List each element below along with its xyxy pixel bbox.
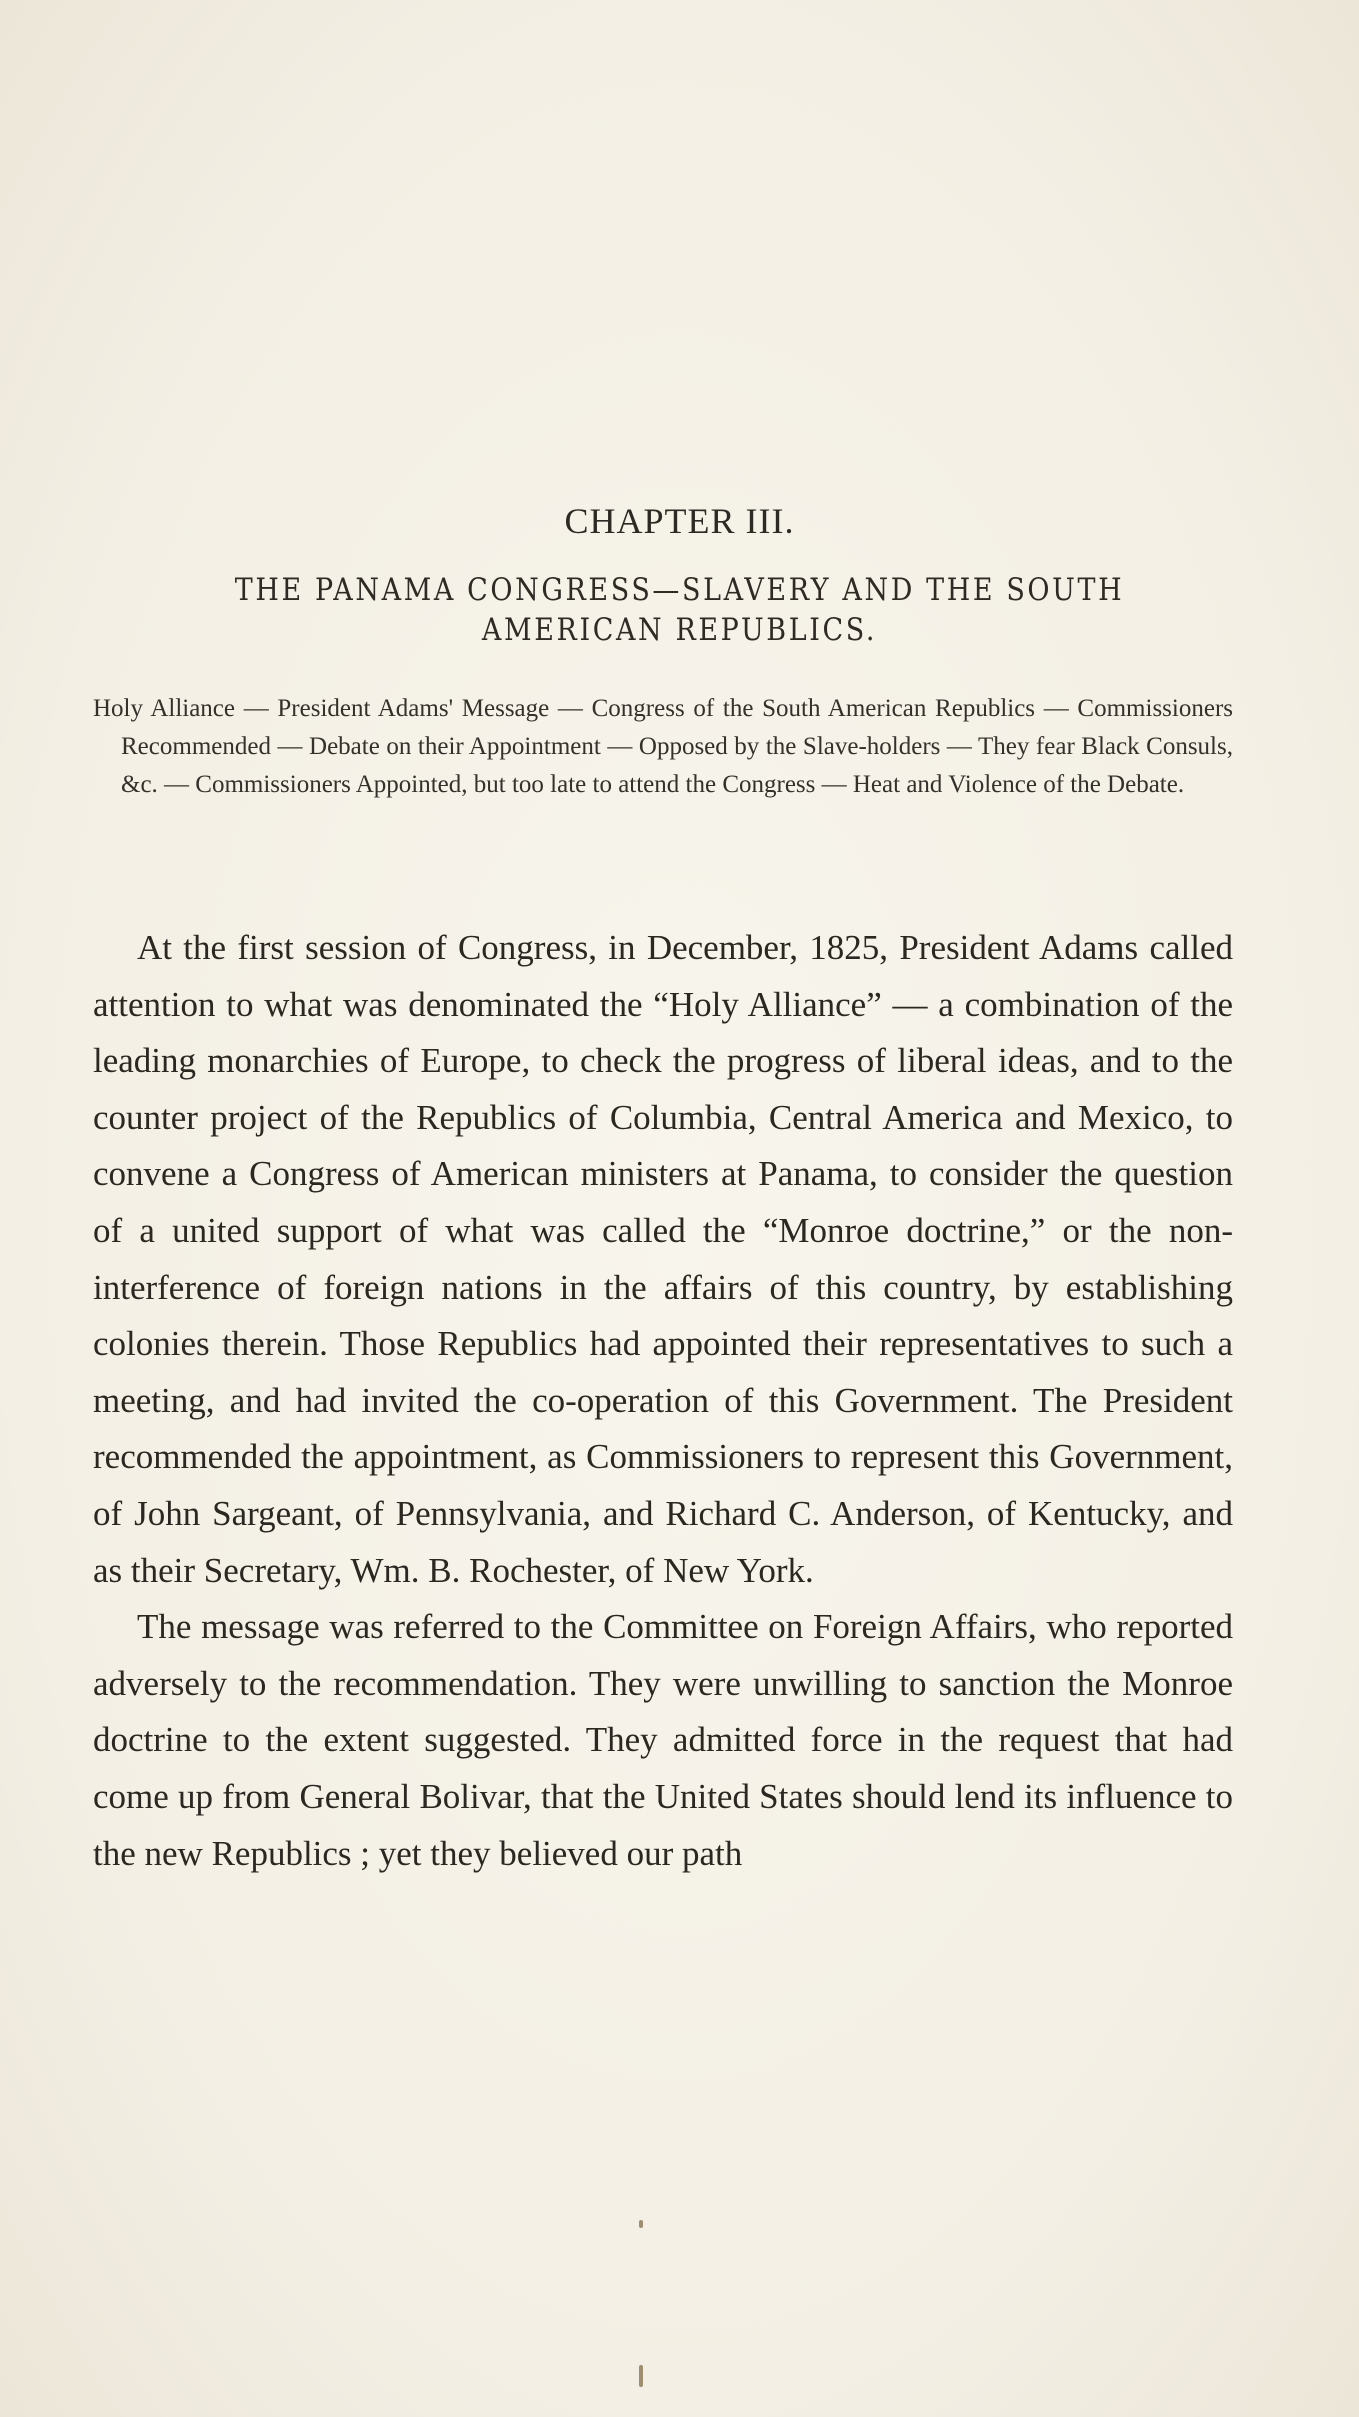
chapter-summary-text: Holy Alliance — President Adams' Message — Congress of the South American Republics — Commissioners Recommended — Debate on their Appointment — Opposed by the Slave-holders — They fear Black Consuls, &c. — Commissioners Appointed, but too late to attend the Congress — Heat and Violence of the Debate. xyxy=(93,695,1233,798)
paragraph-1: At the first session of Congress, in December, 1825, President Adams called attention to what was denominated the “Holy Alliance” — a combination of the leading monarchies of Europe, to check the progress of liberal ideas, and to the counter project of the Republics of Columbia, Central America and Mexico, to convene a Congress of American ministers at Panama, to consider the question of a united support of what was called the “Monroe doctrine,” or the non-interference of foreign nations in the affairs of this country, by establishing colonies therein. Those Republics had appointed their representatives to such a meeting, and had invited the co-operation of this Government. The President recommended the appointment, as Commissioners to represent this Government, of John Sargeant, of Pennsylvania, and Richard C. Anderson, of Kentucky, and as their Secretary, Wm. B. Rochester, of New York. xyxy=(93,928,1233,1590)
chapter-title-line-1: THE PANAMA CONGRESS—SLAVERY AND THE SOUTH xyxy=(234,572,1125,608)
paragraph-2: The message was referred to the Committee on Foreign Affairs, who reported adversely to the recommendation. They were unwilling to sanction the Monroe doctrine to the extent suggested. They admitted force in the request that had come up from General Bolivar, that the United States should lend its influence to the new Republics ; yet they believed our path xyxy=(93,1607,1233,1873)
ink-speck-upper xyxy=(639,2220,643,2228)
body-text xyxy=(93,920,1233,1882)
chapter-heading: CHAPTER III. xyxy=(564,501,795,541)
chapter-title-line-2: AMERICAN REPUBLICS. xyxy=(481,612,878,648)
chapter-title xyxy=(88,570,1270,650)
chapter-summary xyxy=(93,690,1233,804)
ink-speck-lower xyxy=(639,2365,643,2387)
